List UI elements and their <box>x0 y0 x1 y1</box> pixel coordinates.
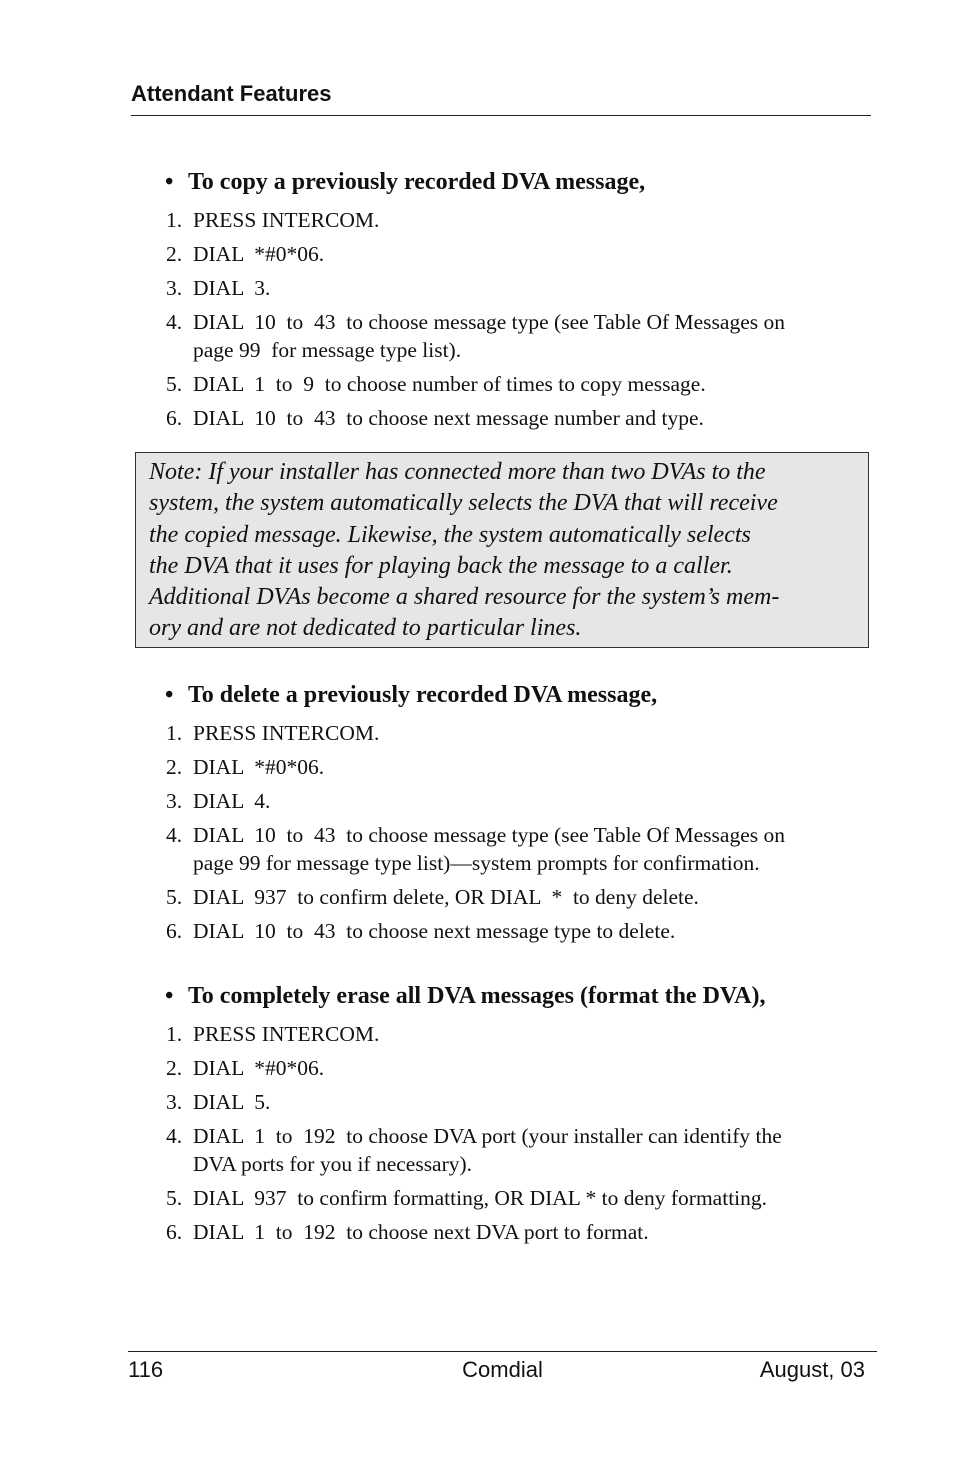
step-number: 6. <box>166 1220 183 1244</box>
step-item <box>165 821 865 877</box>
step-number: 3. <box>166 276 183 300</box>
step-number: 4. <box>166 823 183 847</box>
step-text: DIAL 10 to 43 to choose next message number and type. <box>193 406 704 430</box>
step-text-continued: page 99 for message type list). <box>193 338 462 362</box>
step-number: 2. <box>166 242 183 266</box>
bullet-icon: • <box>165 169 174 195</box>
step-number: 1. <box>166 1022 183 1046</box>
section-heading: • To completely erase all DVA messages (format the DVA), <box>165 983 766 1009</box>
section-heading: • To copy a previously recorded DVA message, <box>165 169 646 195</box>
note-line: ory and are not dedicated to particular lines. <box>149 615 582 642</box>
note-text <box>149 457 861 645</box>
note-line: Additional DVAs become a shared resource for the system’s mem- <box>149 584 780 611</box>
step-number: 3. <box>166 1090 183 1114</box>
step-item <box>165 308 865 364</box>
step-text: DIAL 937 to confirm delete, OR DIAL * to deny delete. <box>193 885 699 909</box>
step-number: 6. <box>166 406 183 430</box>
step-text: DIAL 937 to confirm formatting, OR DIAL * to deny formatting. <box>193 1186 768 1210</box>
step-item <box>165 883 865 911</box>
step-number: 5. <box>166 1186 183 1210</box>
step-text: DIAL 10 to 43 to choose message type (see Table Of Messages on <box>193 310 785 334</box>
step-list <box>165 206 865 432</box>
step-item <box>165 1122 865 1178</box>
step-item <box>165 1054 865 1082</box>
page-header-title: Attendant Features <box>131 81 332 106</box>
step-text: DIAL 1 to 192 to choose next DVA port to format. <box>193 1220 649 1244</box>
section-copy-message <box>165 168 865 438</box>
section-heading: • To delete a previously recorded DVA message, <box>165 682 658 708</box>
step-item <box>165 206 865 234</box>
step-text-continued: DVA ports for you if necessary). <box>193 1152 473 1176</box>
page-footer <box>128 1351 877 1388</box>
step-number: 4. <box>166 310 183 334</box>
page-number: 116 <box>128 1357 164 1382</box>
step-text-continued: page 99 for message type list)—system prompts for confirmation. <box>193 851 760 875</box>
step-list <box>165 719 865 945</box>
step-text: DIAL 10 to 43 to choose next message type to delete. <box>193 919 676 943</box>
step-text: PRESS INTERCOM. <box>193 1022 380 1046</box>
step-number: 3. <box>166 789 183 813</box>
step-number: 6. <box>166 919 183 943</box>
step-item <box>165 274 865 302</box>
step-text: DIAL 3. <box>193 276 271 300</box>
publication-date: August, 03 <box>759 1357 865 1382</box>
step-number: 5. <box>166 372 183 396</box>
step-text: PRESS INTERCOM. <box>193 208 380 232</box>
step-list <box>165 1020 865 1246</box>
note-line: the DVA that it uses for playing back the message to a caller. <box>149 552 733 579</box>
step-number: 5. <box>166 885 183 909</box>
publisher-name: Comdial <box>462 1357 543 1382</box>
step-item <box>165 787 865 815</box>
page-header <box>131 81 871 116</box>
step-item <box>165 753 865 781</box>
bullet-icon: • <box>165 682 174 708</box>
step-text: DIAL 10 to 43 to choose message type (see Table Of Messages on <box>193 823 785 847</box>
step-text: DIAL 1 to 192 to choose DVA port (your installer can identify the <box>193 1124 782 1148</box>
step-item <box>165 917 865 945</box>
note-line: system, the system automatically selects the DVA that will receive <box>149 490 778 517</box>
note-box <box>135 452 869 648</box>
step-item <box>165 1020 865 1048</box>
step-text: DIAL *#0*06. <box>193 1056 325 1080</box>
section-delete-message <box>165 681 865 951</box>
step-item <box>165 404 865 432</box>
step-number: 1. <box>166 721 183 745</box>
step-number: 2. <box>166 1056 183 1080</box>
step-number: 2. <box>166 755 183 779</box>
step-item <box>165 370 865 398</box>
step-text: DIAL 5. <box>193 1090 271 1114</box>
step-text: DIAL 1 to 9 to choose number of times to copy message. <box>193 372 706 396</box>
step-text: PRESS INTERCOM. <box>193 721 380 745</box>
step-text: DIAL *#0*06. <box>193 755 325 779</box>
step-item <box>165 240 865 268</box>
step-item <box>165 719 865 747</box>
step-item <box>165 1184 865 1212</box>
bullet-icon: • <box>165 983 174 1009</box>
step-item <box>165 1088 865 1116</box>
note-line: the copied message. Likewise, the system automatically selects <box>149 521 751 548</box>
step-text: DIAL 4. <box>193 789 271 813</box>
step-number: 4. <box>166 1124 183 1148</box>
step-item <box>165 1218 865 1246</box>
step-text: DIAL *#0*06. <box>193 242 325 266</box>
step-number: 1. <box>166 208 183 232</box>
note-line: Note: If your installer has connected more than two DVAs to the <box>149 459 766 485</box>
section-format-dva <box>165 982 865 1252</box>
